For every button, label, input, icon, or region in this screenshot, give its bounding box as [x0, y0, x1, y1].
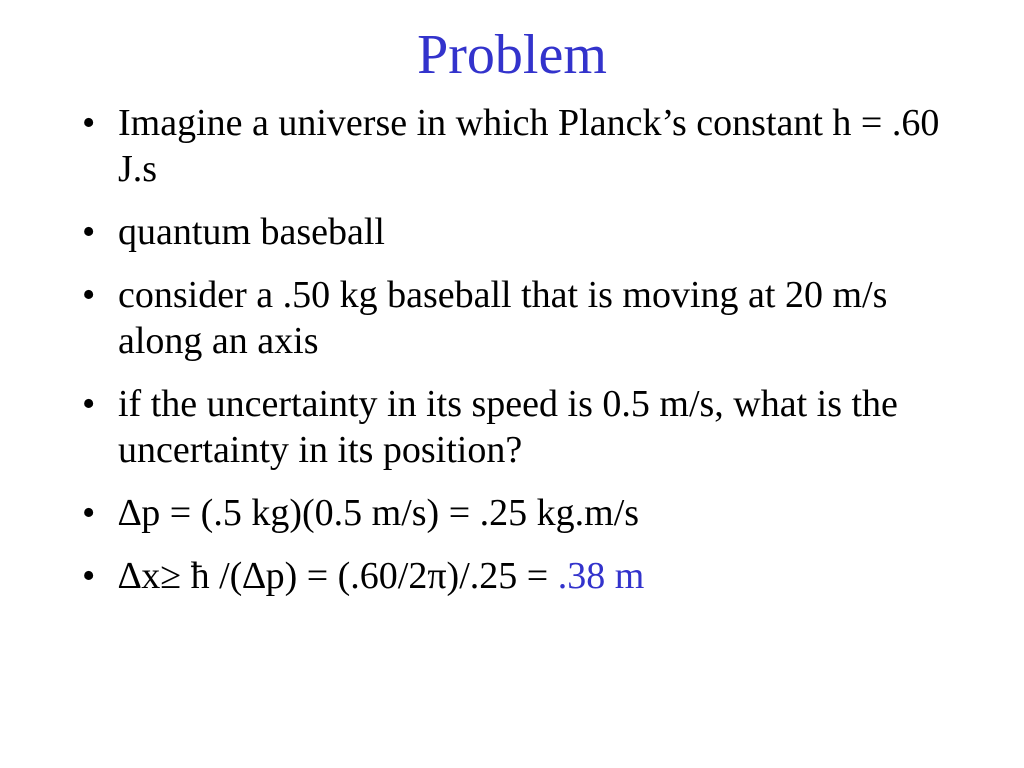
bullet-item [82, 381, 942, 473]
bullet-item [82, 209, 942, 255]
bullet-icon: • [82, 211, 96, 253]
bullet-item [82, 553, 942, 599]
bullet-icon: • [82, 555, 96, 597]
slide-title: Problem [417, 24, 607, 86]
bullet-text: consider a .50 kg baseball that is moving at 20 m/s along an axis [118, 274, 888, 362]
answer-highlight: .38 m [557, 555, 645, 597]
bullet-icon: • [82, 102, 96, 144]
bullet-icon: • [82, 383, 96, 425]
bullet-item [82, 100, 942, 192]
bullet-icon: • [82, 492, 96, 534]
bullet-item [82, 272, 942, 364]
bullet-list [82, 100, 942, 616]
bullet-text: if the uncertainty in its speed is 0.5 m/s, what is the uncertainty in its position? [118, 383, 898, 471]
bullet-text: ∆x≥ ħ /(∆p) = (.60/2π)/.25 = [118, 555, 558, 597]
bullet-text: ∆p = (.5 kg)(0.5 m/s) = .25 kg.m/s [118, 492, 640, 534]
bullet-icon: • [82, 274, 96, 316]
bullet-text: quantum baseball [118, 211, 385, 253]
bullet-item [82, 490, 942, 536]
bullet-text: Imagine a universe in which Planck’s constant h = .60 J.s [118, 102, 940, 190]
